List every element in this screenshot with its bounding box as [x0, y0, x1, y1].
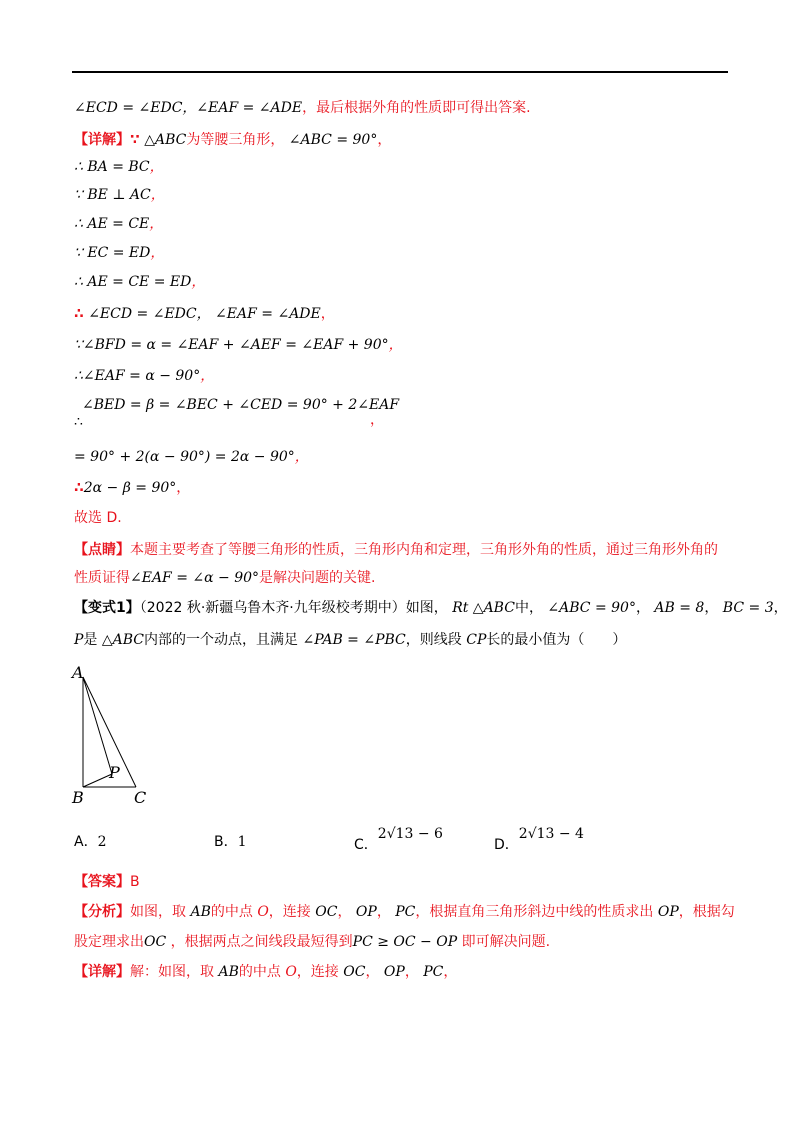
triangle-figure [66, 660, 166, 810]
option-a[interactable]: A．2 [74, 834, 107, 850]
vertex-label-b: B [72, 788, 84, 807]
line-5: ∴ AE = CE， [74, 216, 164, 232]
line-13: ∴2α − β = 90°， [74, 480, 191, 496]
line-11-therefore: ∴ [74, 414, 83, 430]
option-b[interactable]: B．1 [214, 834, 247, 850]
analysis-line-2: 股定理求出OC ，根据两点之间线段最短得到PC ≥ OC − OP 即可解决问题. [74, 934, 551, 950]
variant-line-1: 【变式1】（2022 秋·新疆乌鲁木齐·九年级校考期中）如图， Rt △ABC中， ∠ABC = 90°， AB = 8， BC = 3， [74, 600, 788, 616]
segment-bp [83, 774, 112, 787]
line-7: ∴ AE = CE = ED， [74, 274, 206, 290]
point-label-p: P [109, 763, 120, 782]
header-rule [72, 71, 728, 73]
line-1: ∠ECD = ∠EDC，∠EAF = ∠ADE，最后根据外角的性质即可得出答案. [74, 100, 531, 116]
option-d[interactable]: D．2√13 − 4 [494, 826, 584, 853]
line-14: 故选 D. [74, 510, 122, 526]
line-15: 【点睛】本题主要考查了等腰三角形的性质，三角形内角和定理，三角形外角的性质，通过三角形外角的 [74, 542, 718, 558]
option-c[interactable]: C．2√13 − 6 [354, 826, 443, 853]
line-12: = 90° + 2(α − 90°) = 2α − 90°， [74, 449, 309, 465]
line-8: ∴ ∠ECD = ∠EDC， ∠EAF = ∠ADE， [74, 306, 335, 322]
line-10: ∴∠EAF = α − 90°， [74, 368, 215, 384]
analysis-line-1: 【分析】如图，取 AB的中点 O，连接 OC， OP， PC，根据直角三角形斜边中线的性质求出 OP，根据勾 [74, 904, 735, 920]
detail2-line: 【详解】解：如图，取 AB的中点 O，连接 OC， OP， PC， [74, 964, 458, 980]
line-11-comma: ， [370, 412, 384, 428]
line-4: ∵ BE ⊥ AC， [74, 187, 165, 203]
line-9: ∵∠BFD = α = ∠EAF + ∠AEF = ∠EAF + 90°， [74, 337, 403, 353]
line-3: ∴ BA = BC， [74, 159, 164, 175]
variant-line-2: P是 △ABC内部的一个动点，且满足 ∠PAB = ∠PBC，则线段 CP长的最小值为（ ） [74, 632, 627, 648]
line-2: 【详解】∵ △ABC为等腰三角形， ∠ABC = 90°， [74, 132, 392, 148]
line-16: 性质证得∠EAF = ∠α − 90°是解决问题的关键. [74, 570, 376, 586]
vertex-label-c: C [134, 788, 147, 807]
line-11: ∠BED = β = ∠BEC + ∠CED = 90° + 2∠EAF [82, 397, 400, 413]
vertex-label-a: A [72, 663, 84, 682]
segment-ap [83, 677, 112, 774]
line-6: ∵ EC = ED， [74, 245, 165, 261]
answer-line: 【答案】B [74, 874, 140, 890]
